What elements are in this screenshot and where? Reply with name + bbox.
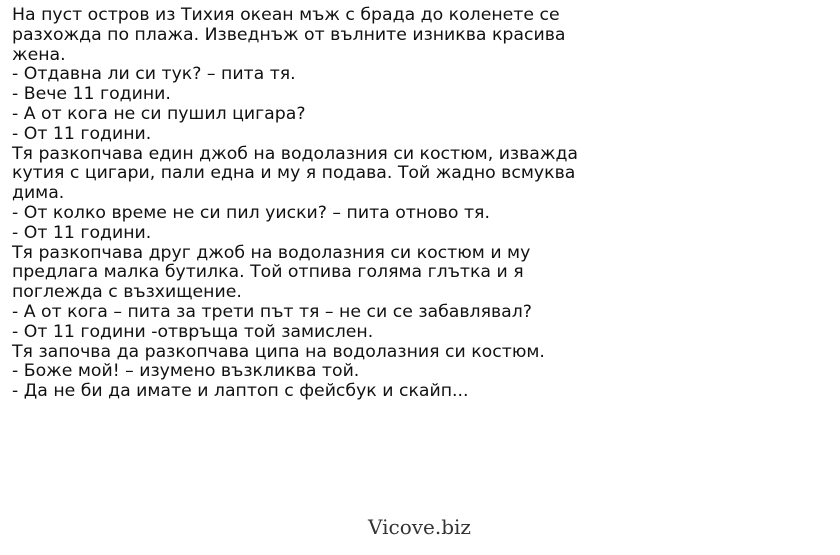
dialogue-line: - А от кога не си пушил цигара? <box>12 103 306 124</box>
site-watermark: Vicove.biz <box>368 515 471 539</box>
dialogue-line: - От 11 години. <box>12 123 152 144</box>
paragraph-intro: На пуст остров из Тихия океан мъж с брада до коленете се разхожда по плажа. Изведнъж от вълните изниква красива жена. <box>12 5 566 65</box>
dialogue-line: - Боже мой! – изумено възкликва той. <box>12 361 360 382</box>
paragraph-narration: Тя започва да разкопчава ципа на водолазния си костюм. <box>12 341 545 362</box>
dialogue-line: - От 11 години. <box>12 222 152 243</box>
paragraph-narration: Тя разкопчава един джоб на водолазния си костюм, изважда кутия с цигари, пали една и му я подава. Той жадно всмуква дима. <box>12 143 578 204</box>
dialogue-line: - От колко време не си пил уиски? – пита отново тя. <box>12 202 490 223</box>
dialogue-line: - Да не би да имате и лаптоп с фейсбук и скайп... <box>12 381 469 402</box>
paragraph-narration: Тя разкопчава друг джоб на водолазния си костюм и му предлага малка бутилка. Той отпива голяма глътка и я поглежда с възхищение. <box>12 242 531 303</box>
dialogue-line: - Вече 11 години. <box>12 84 171 105</box>
dialogue-line: - Отдавна ли си тук? – пита тя. <box>12 64 296 85</box>
joke-text <box>12 6 612 402</box>
dialogue-line: - А от кога – пита за трети път тя – не си се забавлявал? <box>12 301 532 322</box>
dialogue-line: - От 11 години -отвръща той замислен. <box>12 321 374 342</box>
